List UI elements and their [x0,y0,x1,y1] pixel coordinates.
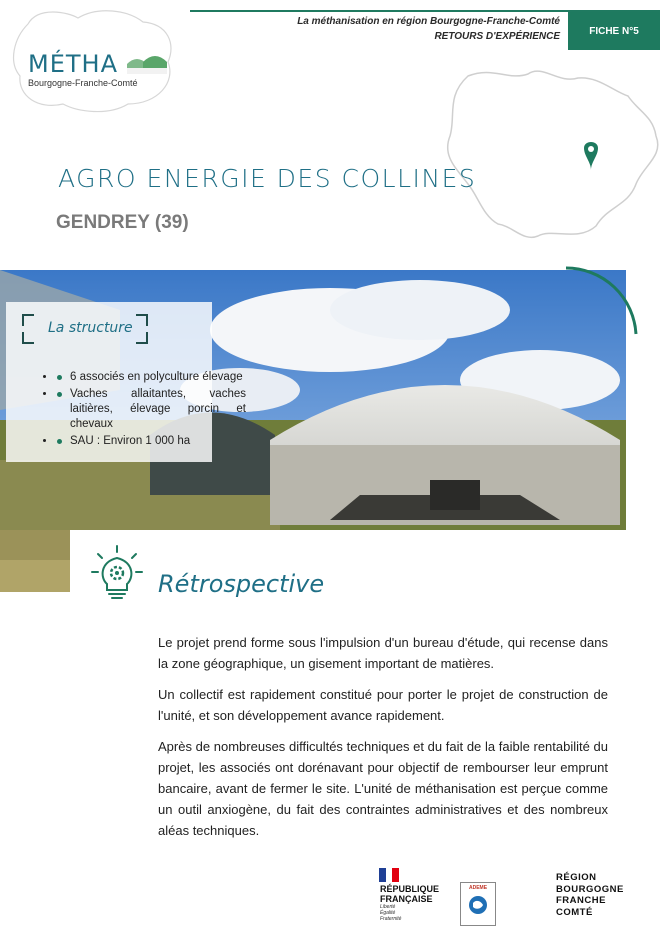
paragraph: Un collectif est rapidement constitué pour porter le projet de construction de l'unité, et son développement avance rapidement. [158,687,608,723]
republique-francaise-logo: RÉPUBLIQUE FRANÇAISE [380,884,440,904]
decorative-arc [562,262,642,342]
region-map [438,56,668,246]
lightbulb-gear-icon [90,544,144,602]
photo-field-strip [0,530,70,592]
structure-title: La structure [48,320,133,336]
republique-motto: Liberté Égalité Fraternité [380,904,402,922]
logo-subtitle: Bourgogne-Franche-Comté [28,78,138,88]
header-series-subtitle: RETOURS D'EXPÉRIENCE [434,31,560,42]
bracket-top-left [22,314,34,326]
list-item: • 6 associés en polyculture élevage [56,370,246,385]
site-location: GENDREY (39) [56,212,189,233]
bracket-bottom-right [136,332,148,344]
header-series-title: La méthanisation en région Bourgogne-Franche-Comté [297,16,560,27]
paragraph: Après de nombreuses difficultés techniques et du fait de la faible rentabilité du projet, les associés ont dorénavant pour objectif de rembourser leur emprunt bancaire, avant de fermer le site. L'unité de méthanisation est perçue comme un outil anxiogène, du fait des contraintes administratives et des nombreux aléas techniques. [158,739,608,838]
fiche-number-badge: FICHE N°5 [568,12,660,50]
structure-list [16,370,246,451]
list-item: • Vaches allaitantes, vaches laitières, élevage porcin et chevaux [56,387,246,432]
site-title: AGRO ENERGIE DES COLLINES [58,164,477,193]
bracket-top-right [136,314,148,326]
map-pin-icon [584,142,598,170]
ademe-label: ADEME [468,885,488,891]
bracket-bottom-left [22,332,34,344]
region-bfc-logo: RÉGION BOURGOGNE FRANCHE COMTÉ [556,872,624,918]
paragraph: Le projet prend forme sous l'impulsion d'un bureau d'étude, qui recense dans la zone géographique, un gisement important de matières. [158,635,608,671]
marianne-flag-icon [379,868,399,882]
section-title-retrospective: Rétrospective [158,570,325,598]
logo-title: MÉTHA [28,50,118,78]
biogas-domes-icon [125,52,169,76]
list-item: • SAU : Environ 1 000 ha [56,434,246,449]
